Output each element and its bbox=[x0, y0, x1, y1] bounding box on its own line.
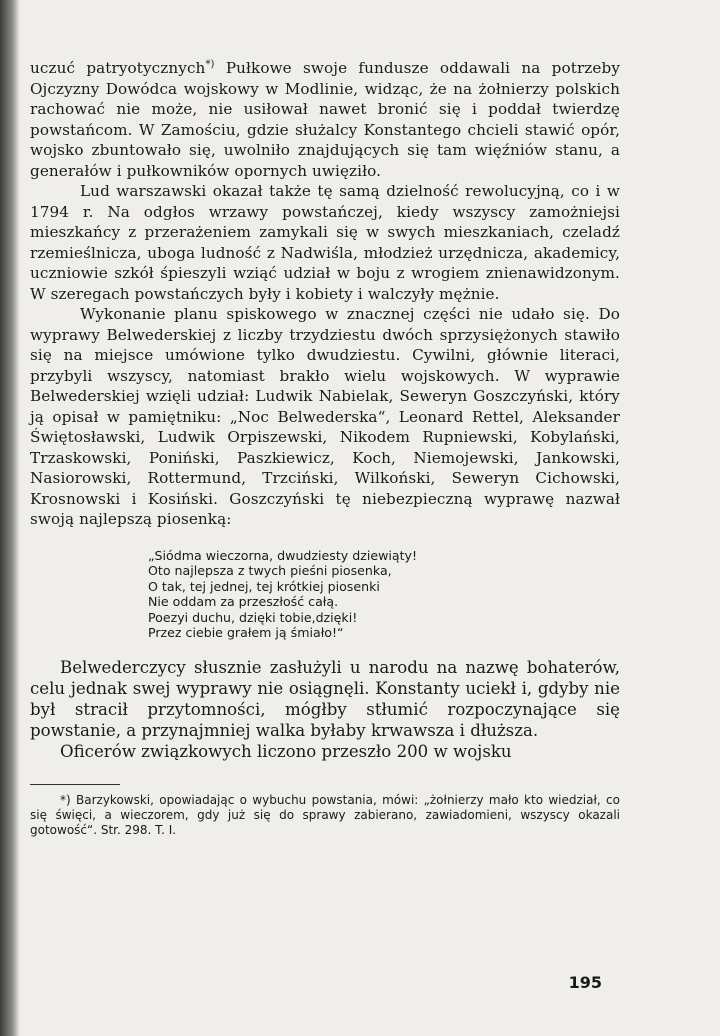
paragraph-2: Lud warszawski okazał także tę samą dzielność rewolucyjną, co i w 1794 r. Na odgłos wrzawy powstańczej, kiedy wszyscy zamożniejsi mieszkańcy z przerażeniem zamykali się w swych mieszkaniach, czeladź rzemieślnicza, uboga ludność z Nadwiśla, młodzież urzędnicza, akademicy, uczniowie szkół śpieszyli wziąć udział w boju z wrogiem znienawidzonym. W szeregach powstańczych były i kobiety i walczyły mężnie. bbox=[30, 182, 620, 303]
poem-line: „Siódma wieczorna, dwudziesty dziewiąty! bbox=[148, 547, 418, 563]
paragraph-4: Belwederczycy słusznie zasłużyli u narodu na nazwę bohaterów, celu jednak swej wyprawy nie osiągnęli. Konstanty uciekł i, gdyby nie był stracił przytomności, mógłby stłumić rozpoczynające się powstanie, a przynajmniej walka byłaby krwawsza i dłuższa. bbox=[30, 657, 620, 740]
closing-text bbox=[30, 657, 620, 762]
paragraph-1-rest: Pułkowe swoje fundusze oddawali na potrzeby Ojczyzny Dowódca wojskowy w Modlinie, widząc, że na żołnierzy polskich rachować nie może, nie usiłował nawet bronić się i poddał twierdzę powstańcom. W Zamościu, gdzie służalcy Konstantego chcieli stawić opór, wojsko zbuntowało się, uwolniło znajdujących się tam więźniów stanu, a generałów i pułkowników opornych uwięziło. bbox=[30, 59, 621, 180]
main-text bbox=[30, 58, 620, 530]
poem-line: O tak, tej jednej, tej krótkiej piosenki bbox=[148, 578, 380, 594]
page-number: 195 bbox=[568, 973, 602, 992]
footnote: *) Barzykowski, opowiadając o wybuchu powstania, mówi: „żołnierzy mało kto wiedział, co się święci, a wieczorem, gdy już się do sprawy zabierano, zawiadomieni, wszyscy okazali gotowość“. Str. 298. T. I. bbox=[30, 792, 620, 837]
footnote-reference: *) bbox=[205, 58, 215, 70]
paragraph-3: Wykonanie planu spiskowego w znacznej części nie udało się. Do wyprawy Belwederskiej z liczby trzydziestu dwóch sprzysiężonych stawiło się na miejsce umówione tylko dwudziestu. Cywilni, głównie literaci, przybyli wszyscy, natomiast brakło wielu wojskowych. W wyprawie Belwederskiej wzięli udział: Ludwik Nabielak, Seweryn Goszczyński, który ją opisał w pamiętniku: „Noc Belwederska“, Leonard Rettel, Aleksander Świętosławski, Ludwik Orpiszewski, Nikodem Rupniewski, Kobylański, Trzaskowski, Poniński, Paszkiewicz, Koch, Niemojewski, Jankowski, Nasiorowski, Rottermund, Trzciński, Wilkoński, Seweryn Cichowski, Krosnowski i Kosiński. Goszczyński tę niebezpieczną wyprawę nazwał swoją najlepszą piosenką: bbox=[30, 305, 620, 528]
book-spine-shadow bbox=[0, 0, 20, 1036]
book-page bbox=[30, 58, 620, 838]
poem-line: Przez ciebie grałem ją śmiało!“ bbox=[148, 625, 344, 640]
paragraph-5: Oficerów związkowych liczono przeszło 200 w wojsku bbox=[60, 741, 512, 761]
paragraph-1 bbox=[30, 58, 620, 181]
paragraph-1-start: uczuć patryotycznych bbox=[30, 59, 206, 77]
footnote-divider bbox=[30, 784, 120, 785]
poem-line: Oto najlepsza z twych pieśni piosenka, bbox=[148, 563, 392, 578]
poem-line: Nie oddam za przeszłość całą. bbox=[148, 594, 339, 609]
poem-line: Poezyi duchu, dzięki tobie,dzięki! bbox=[148, 609, 358, 625]
poem-quote bbox=[148, 548, 620, 641]
